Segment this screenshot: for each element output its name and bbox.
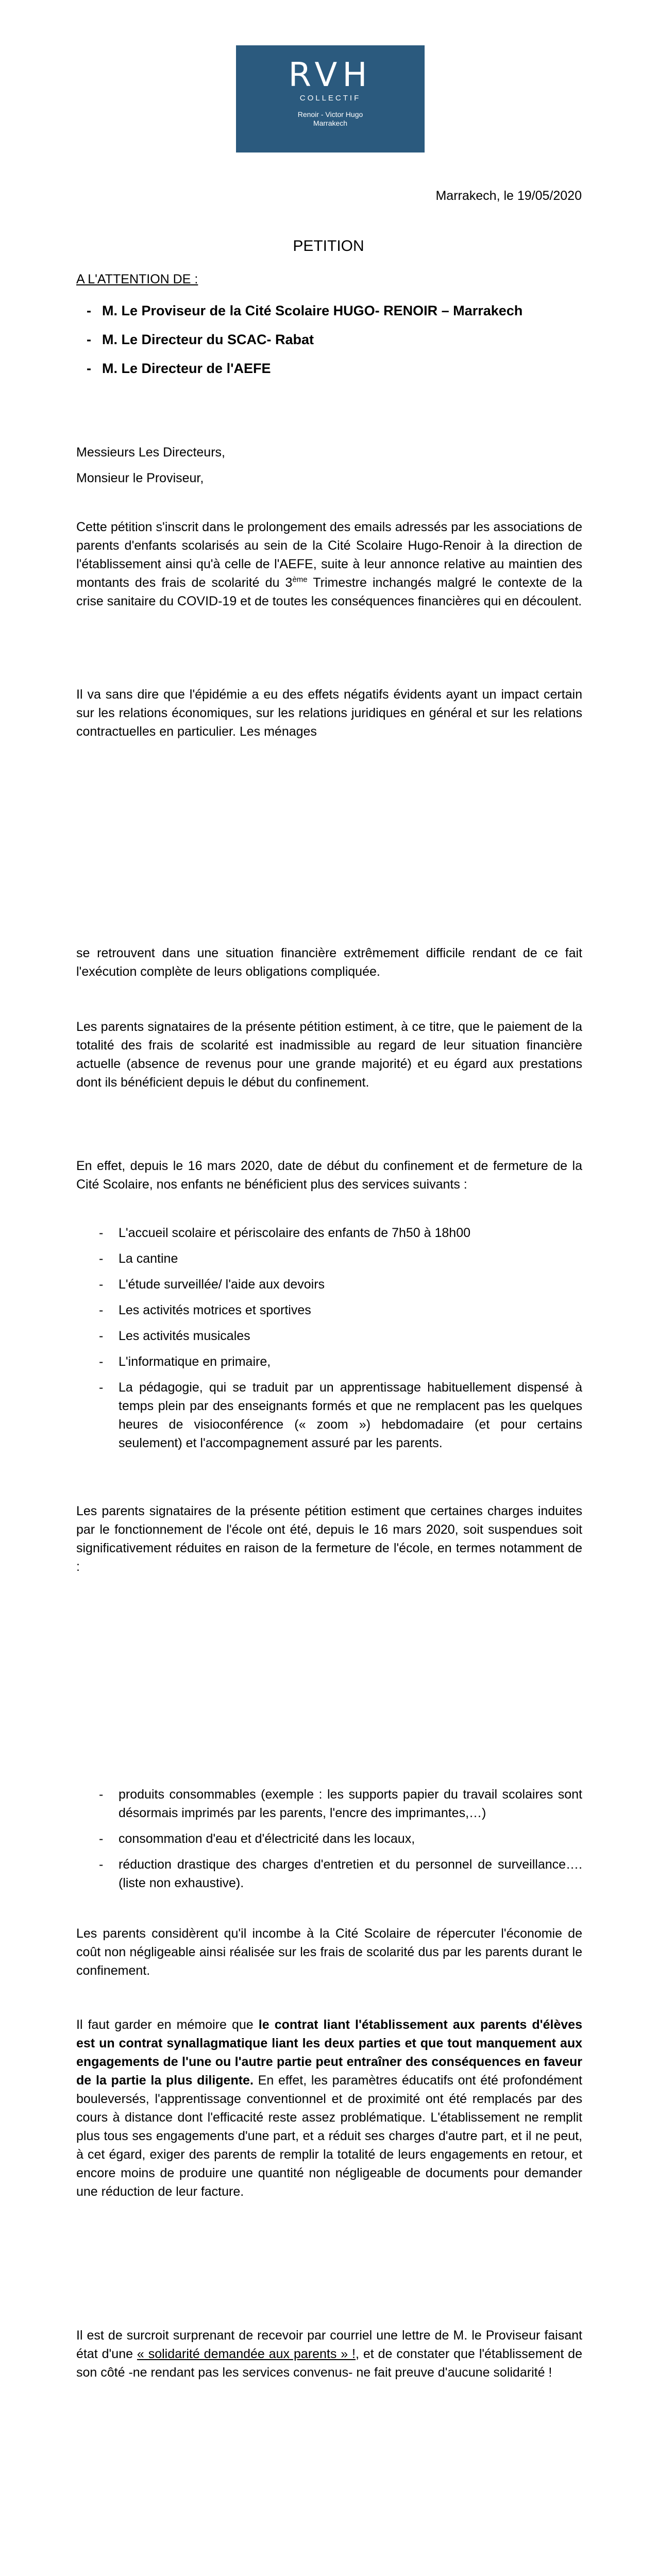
- services-list: [76, 1224, 582, 1460]
- list-item: - produits consommables (exemple : les supports papier du travail scolaires sont désormais imprimés par les parents, l'encre des imprimantes,…): [76, 1785, 582, 1822]
- paragraph-text: En effet, les paramètres éducatifs ont été profondément bouleversés, l'apprentissage conventionnel et de proximité ont été remplacés par des cours à distance dont l'efficacité reste assez problématique. L'établissement ne remplit plus tous ses engagements d'une part, et a réduit ses charges d'autre part, et il ne peut, à cet égard, exiger des parents de remplir la totalité de leurs engagements en retour, et encore moins de produire une quantité non négligeable de documents pour demander une réduction de leur facture.: [76, 2073, 582, 2199]
- list-item: - L'informatique en primaire,: [76, 1352, 582, 1371]
- salutation-directors: Messieurs Les Directeurs,: [76, 445, 225, 460]
- paragraph-text: Il est de surcroit surprenant de recevoir par courriel une lettre de M. le Proviseur faisant état d'une: [76, 2328, 582, 2361]
- attention-heading: A L'ATTENTION DE :: [76, 272, 198, 286]
- list-item: - La cantine: [76, 1249, 582, 1268]
- paragraph-solidarity: [76, 2326, 582, 2382]
- document-title: PETITION: [293, 238, 364, 255]
- paragraph-epidemic-continued: se retrouvent dans une situation financière extrêmement difficile rendant de ce fait l'exécution complète de leurs obligations compliquée.: [76, 946, 582, 979]
- salutation-proviseur: Monsieur le Proviseur,: [76, 471, 204, 485]
- rvh-logo: [236, 45, 425, 152]
- list-item: - Les activités motrices et sportives: [76, 1301, 582, 1319]
- logo-line3: Marrakech: [313, 119, 348, 127]
- paragraph-charges-intro: Les parents signataires de la présente pétition estiment que certaines charges induites par le fonctionnement de l'école ont été, depuis le 16 mars 2020, soit suspendues soit significativement réduites en raison de la fermeture de l'école, en termes notamment de :: [76, 1504, 582, 1574]
- recipient-item: - M. Le Proviseur de la Cité Scolaire HUGO- RENOIR – Marrakech: [76, 301, 582, 320]
- bold-text: le contrat liant l'établissement aux parents d'élèves est un contrat synallagmatique liant les deux parties et que tout manquement aux engagements de l'une ou l'autre partie peut entraîner des conséquences en faveur de la partie la plus diligente.: [76, 2018, 582, 2088]
- list-item: - Les activités musicales: [76, 1327, 582, 1345]
- recipient-list: [76, 301, 582, 387]
- paragraph-contract: [76, 2015, 582, 2201]
- paragraph-text: , et de constater que l'établissement de son côté -ne rendant pas les services convenus- ne fait preuve d'aucune solidarité !: [76, 2347, 582, 2380]
- list-item: - La pédagogie, qui se traduit par un apprentissage habituellement dispensé à temps plein par des enseignants formés et que ne remplacent pas les quelques heures de visioconférence (« zoom ») hebdomadaire (et pour certains seulement) et l'accompagnement assuré par les parents.: [76, 1378, 582, 1452]
- list-item: - réduction drastique des charges d'entretien et du personnel de surveillance…. (liste non exhaustive).: [76, 1855, 582, 1892]
- paragraph-cost-savings: Les parents considèrent qu'il incombe à la Cité Scolaire de répercuter l'économie de coût non négligeable ainsi réalisée sur les frais de scolarité dus par les parents durant le confinement.: [76, 1926, 582, 1978]
- charges-list: [76, 1785, 582, 1900]
- recipient-item: - M. Le Directeur de l'AEFE: [76, 359, 582, 378]
- list-item: - L'étude surveillée/ l'aide aux devoirs: [76, 1275, 582, 1294]
- logo-mark: RVH: [288, 56, 373, 94]
- paragraph-epidemic: Il va sans dire que l'épidémie a eu des effets négatifs évidents ayant un impact certain sur les relations économiques, sur les relations juridiques en général et sur les relations contractuelles en particulier. Les ménages: [76, 687, 582, 739]
- logo-line2: Renoir - Victor Hugo: [297, 110, 363, 118]
- paragraph-text: Cette pétition s'inscrit dans le prolongement des emails adressés par les associations de parents d'enfants scolarisés au sein de la Cité Scolaire Hugo-Renoir à la direction de l'établissement ainsi qu'à celle de l'AEFE, suite à leur annonce relative au maintien des montants des frais de scolarité du 3: [76, 520, 582, 590]
- paragraph-text: Trimestre inchangés malgré le contexte de la crise sanitaire du COVID-19 et de toutes les conséquences financières qui en découlent.: [76, 575, 583, 608]
- paragraph-estimate: Les parents signataires de la présente pétition estiment, à ce titre, que le paiement de la totalité des frais de scolarité est inadmissible au regard de leur situation financière actuelle (absence de revenus pour une grande majorité) et eu égard aux prestations dont ils bénéficient depuis le début du confinement.: [76, 1020, 582, 1090]
- paragraph-services-intro: En effet, depuis le 16 mars 2020, date de début du confinement et de fermeture de la Cité Scolaire, nos enfants ne bénéficient plus des services suivants :: [76, 1159, 582, 1192]
- logo-line1: COLLECTIF: [299, 94, 361, 103]
- date-line: Marrakech, le 19/05/2020: [435, 189, 582, 203]
- paragraph-text: Il faut garder en mémoire que: [76, 2018, 259, 2032]
- underlined-quote: « solidarité demandée aux parents » !: [137, 2347, 356, 2361]
- list-item: - consommation d'eau et d'électricité dans les locaux,: [76, 1829, 582, 1848]
- superscript: ème: [292, 575, 308, 584]
- recipient-item: - M. Le Directeur du SCAC- Rabat: [76, 330, 582, 349]
- list-item: - L'accueil scolaire et périscolaire des enfants de 7h50 à 18h00: [76, 1224, 582, 1242]
- paragraph-context: [76, 518, 582, 611]
